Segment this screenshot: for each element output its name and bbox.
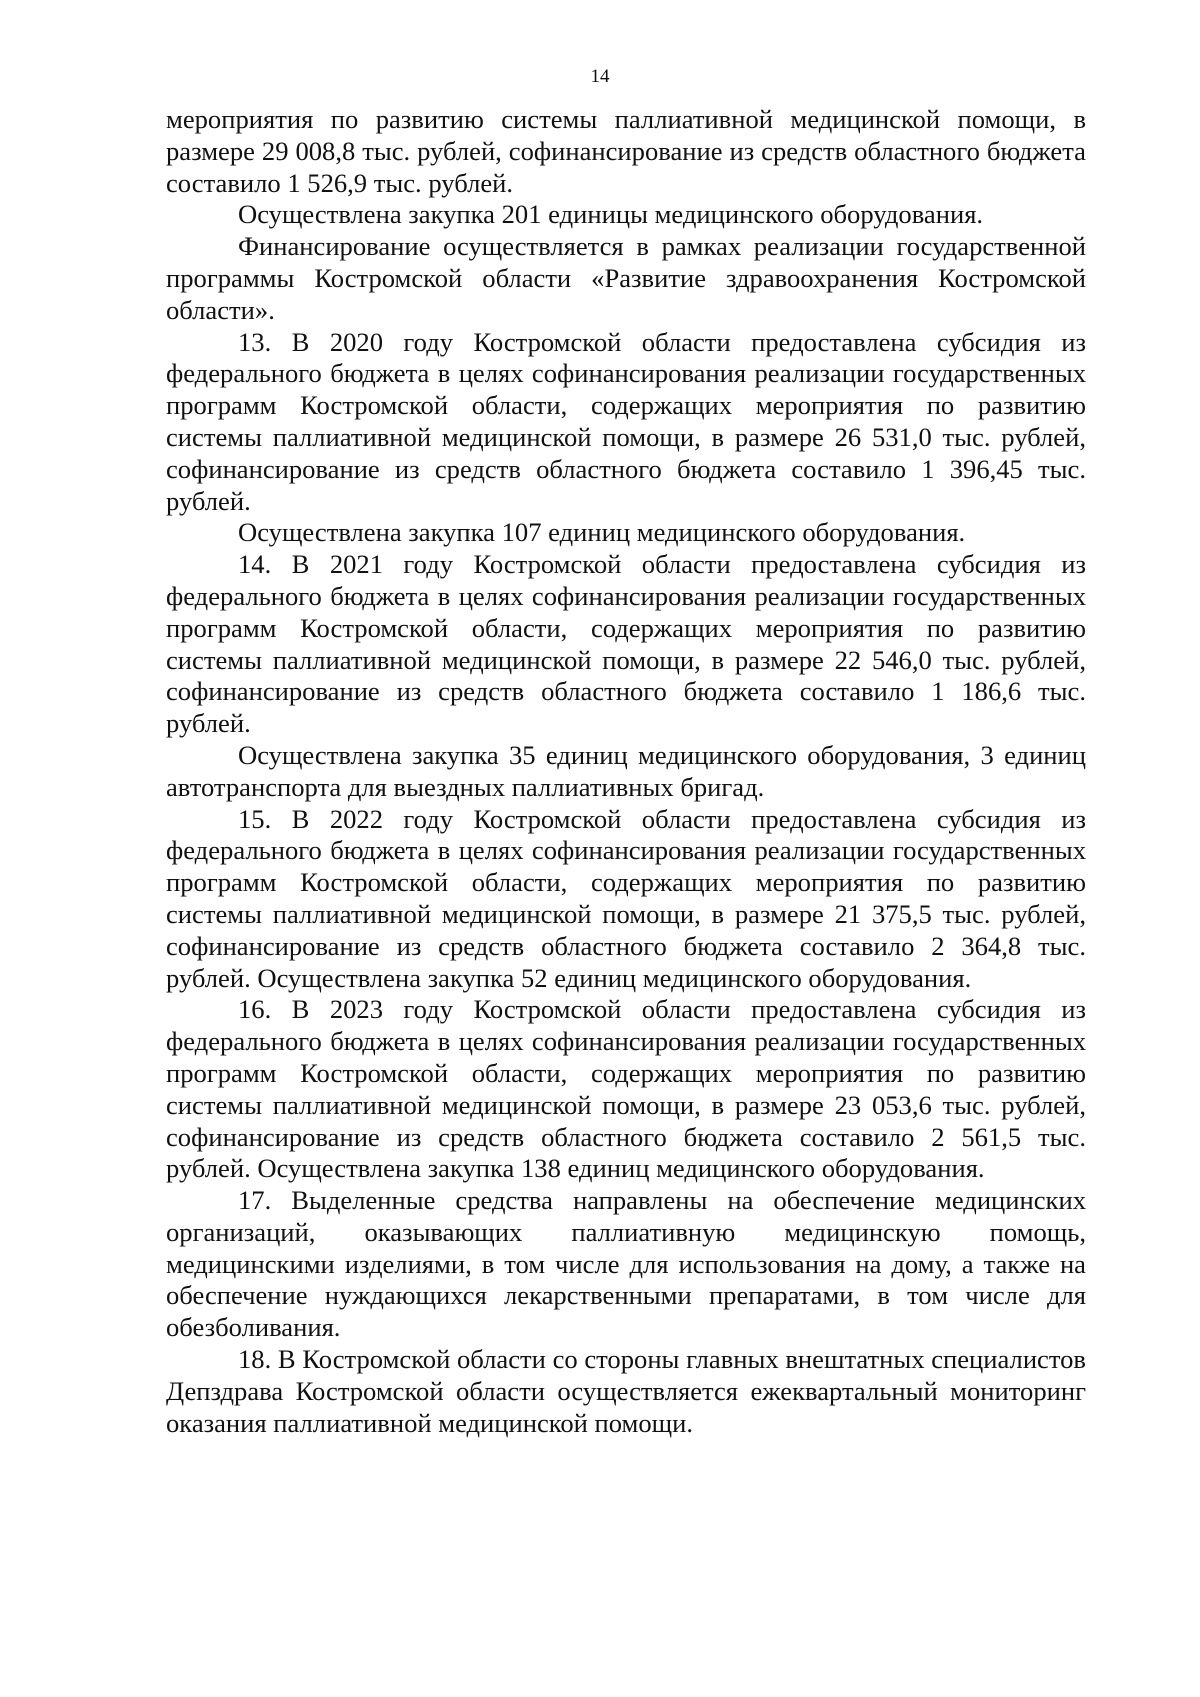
paragraph-item-15: 15. В 2022 году Костромской области предоставлена субсидия из федерального бюджета в целях софинансирования реализации государственных программ Костромской области, содержащих мероприятия по развитию системы паллиативной медицинской помощи, в размере 21 375,5 тыс. рублей, софинансирование из средств областного бюджета составило 2 364,8 тыс. рублей. Осуществлена закупка 52 единиц медицинского оборудования. [166, 803, 1086, 993]
paragraph-purchase-201: Осуществлена закупка 201 единицы медицинского оборудования. [238, 199, 984, 230]
paragraph-item-18: 18. В Костромской области со стороны главных внештатных специалистов Депздрава Костромской области осуществляется ежеквартальный мониторинг оказания паллиативной медицинской помощи. [166, 1344, 1086, 1438]
document-body [166, 104, 1086, 1439]
paragraph-continuation: мероприятия по развитию системы паллиативной медицинской помощи, в размере 29 008,8 тыс. рублей, софинансирование из средств областного бюджета составило 1 526,9 тыс. рублей. [166, 104, 1086, 198]
paragraph-purchase-107: Осуществлена закупка 107 единиц медицинского оборудования. [238, 517, 966, 548]
paragraph-item-16: 16. В 2023 году Костромской области предоставлена субсидия из федерального бюджета в целях софинансирования реализации государственных программ Костромской области, содержащих мероприятия по развитию системы паллиативной медицинской помощи, в размере 23 053,6 тыс. рублей, софинансирование из средств областного бюджета составило 2 561,5 тыс. рублей. Осуществлена закупка 138 единиц медицинского оборудования. [166, 994, 1086, 1184]
paragraph-purchase-35: Осуществлена закупка 35 единиц медицинского оборудования, 3 единиц автотранспорта для выездных паллиативных бригад. [166, 739, 1086, 802]
paragraph-item-13: 13. В 2020 году Костромской области предоставлена субсидия из федерального бюджета в целях софинансирования реализации государственных программ Костромской области, содержащих мероприятия по развитию системы паллиативной медицинской помощи, в размере 26 531,0 тыс. рублей, софинансирование из средств областного бюджета составило 1 396,45 тыс. рублей. [166, 326, 1086, 516]
page-number: 14 [590, 66, 610, 87]
paragraph-item-14: 14. В 2021 году Костромской области предоставлена субсидия из федерального бюджета в целях софинансирования реализации государственных программ Костромской области, содержащих мероприятия по развитию системы паллиативной медицинской помощи, в размере 22 546,0 тыс. рублей, софинансирование из средств областного бюджета составило 1 186,6 тыс. рублей. [166, 549, 1086, 739]
paragraph-item-17: 17. Выделенные средства направлены на обеспечение медицинских организаций, оказывающих паллиативную медицинскую помощь, медицинскими изделиями, в том числе для использования на дому, а также на обеспечение нуждающихся лекарственными препаратами, в том числе для обезболивания. [166, 1185, 1086, 1343]
paragraph-financing: Финансирование осуществляется в рамках реализации государственной программы Костромской области «Развитие здравоохранения Костромской области». [166, 231, 1086, 325]
